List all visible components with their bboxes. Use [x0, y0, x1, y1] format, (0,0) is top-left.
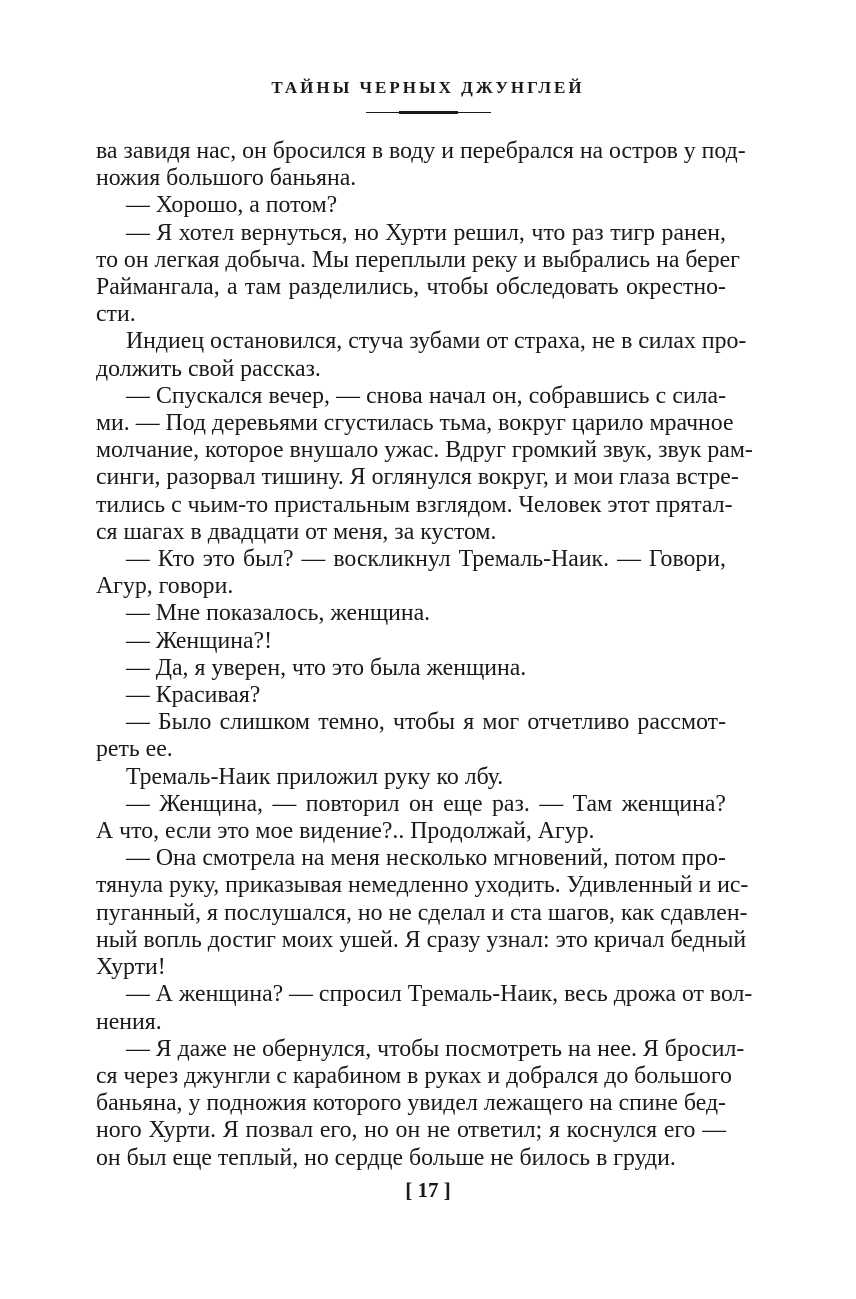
page-number: [ 17 ]	[405, 1178, 451, 1202]
text-line: — Было слишком темно, чтобы я мог отчетливо рассмот-	[126, 709, 726, 736]
text-line: должить свой рассказ.	[96, 355, 321, 382]
text-line: — Да, я уверен, что это была женщина.	[126, 654, 527, 681]
text-line: синги, разорвал тишину. Я оглянулся вокруг, и мои глаза встре-	[96, 464, 739, 491]
text-line: ми. — Под деревьями сгустилась тьма, вокруг царило мрачное	[96, 410, 734, 437]
text-line: — Она смотрела на меня несколько мгновений, потом про-	[126, 845, 726, 872]
text-line: — А женщина? — спросил Тремаль-Наик, весь дрожа от вол-	[126, 981, 753, 1008]
text-line: сти.	[96, 301, 136, 328]
text-line: Раймангала, а там разделились, чтобы обследовать окрестно-	[96, 274, 726, 301]
text-line: ся через джунгли с карабином в руках и добрался до большого	[96, 1062, 732, 1089]
text-line: пуганный, я послушался, но не сделал и ста шагов, как сдавлен-	[96, 899, 748, 926]
text-line: ся шагах в двадцати от меня, за кустом.	[96, 518, 497, 545]
text-line: — Хорошо, а потом?	[126, 192, 338, 219]
text-line: молчание, которое внушало ужас. Вдруг громкий звук, звук рам-	[96, 437, 753, 464]
header-rule-thick	[399, 111, 458, 114]
text-line: — Кто это был? — воскликнул Тремаль-Наик. — Говори,	[126, 546, 726, 573]
text-line: ный вопль достиг моих ушей. Я сразу узнал: это кричал бедный	[96, 926, 747, 953]
running-head: ТАЙНЫ ЧЕРНЫХ ДЖУНГЛЕЙ	[271, 78, 585, 97]
text-line: тянула руку, приказывая немедленно уходить. Удивленный и ис-	[96, 872, 749, 899]
text-line: — Мне показалось, женщина.	[126, 600, 431, 627]
text-line: — Спускался вечер, — снова начал он, собравшись с сила-	[126, 382, 726, 409]
text-line: реть ее.	[96, 736, 173, 763]
text-line: — Я даже не обернулся, чтобы посмотреть на нее. Я бросил-	[126, 1035, 745, 1062]
text-line: Агур, говори.	[96, 573, 234, 600]
text-line: он был еще теплый, но сердце больше не билось в груди.	[96, 1144, 676, 1171]
text-line: ва завидя нас, он бросился в воду и перебрался на остров у под-	[96, 138, 746, 164]
text-line: то он легкая добыча. Мы переплыли реку и выбрались на берег	[96, 246, 740, 273]
text-line: — Красивая?	[126, 682, 261, 709]
text-line: Хурти!	[96, 954, 166, 981]
text-line: баньяна, у подножия которого увидел лежащего на спине бед-	[96, 1090, 726, 1117]
text-line: А что, если это мое видение?.. Продолжай, Агур.	[96, 818, 595, 845]
text-line: — Женщина, — повторил он еще раз. — Там женщина?	[126, 790, 726, 817]
body-text	[96, 138, 753, 1172]
text-line: — Женщина?!	[126, 627, 272, 654]
text-line: ного Хурти. Я позвал его, но он не ответил; я коснулся его —	[96, 1117, 726, 1144]
text-line: Индиец остановился, стуча зубами от страха, не в силах про-	[126, 328, 747, 355]
text-line: Тремаль-Наик приложил руку ко лбу.	[126, 763, 504, 790]
text-line: ножия большого баньяна.	[96, 165, 357, 192]
header-rule	[366, 111, 491, 114]
text-line: нения.	[96, 1008, 162, 1035]
text-line: — Я хотел вернуться, но Хурти решил, что раз тигр ранен,	[126, 219, 726, 246]
text-line: тились с чьим-то пристальным взглядом. Человек этот прятал-	[96, 491, 733, 518]
